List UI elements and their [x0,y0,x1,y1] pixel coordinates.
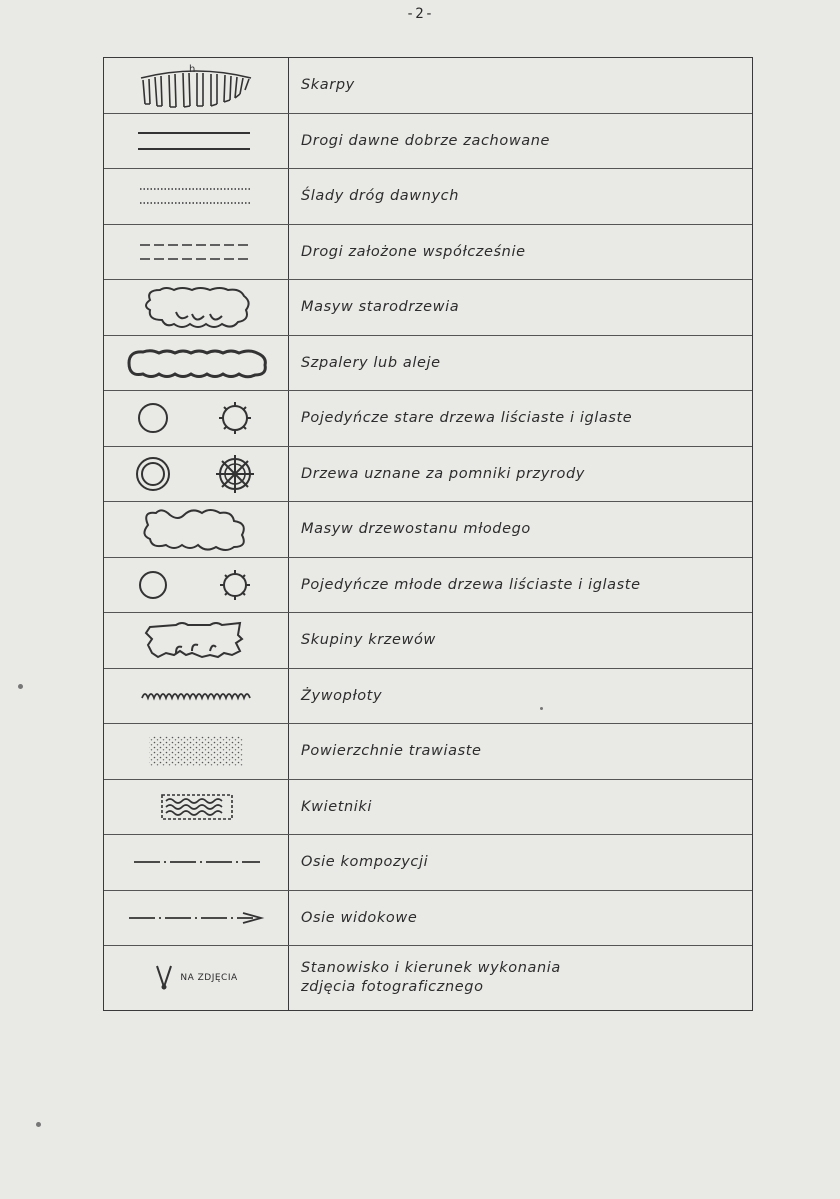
photo-position-icon [154,963,174,993]
legend-symbol [104,502,289,557]
paper-speck [18,684,23,689]
legend-label: Skarpy [301,77,355,94]
legend-label: Żywopłoty [301,687,383,704]
grass-surface-icon [141,731,251,771]
legend-row [104,336,752,392]
legend-symbol [104,169,289,224]
legend-row [104,169,752,225]
monument-trees-icon [121,450,271,498]
legend-row [104,558,752,614]
legend-row [104,946,752,1010]
legend-label: Masyw drzewostanu młodego [301,521,531,538]
legend-symbol [104,891,289,946]
legend-label: Kwietniki [301,798,373,815]
double-line-icon [136,126,256,156]
tree-row-icon [121,345,271,381]
hedge-icon [136,684,256,708]
legend-row [104,780,752,836]
legend-label-line: zdjęcia fotograficznego [301,979,484,995]
flowerbed-icon [146,787,246,827]
legend-label: Drogi założone współcześnie [301,243,526,260]
view-axis-icon [121,908,271,928]
legend-label: Szpalery lub aleje [301,354,441,371]
legend-label-line: Stanowisko i kierunek wykonania [301,960,561,976]
single-young-trees-icon [121,562,271,608]
escarpment-icon [131,60,261,110]
legend-row [104,280,752,336]
legend-symbol [104,391,289,446]
legend-label: Pojedyńcze stare drzewa liściaste i iglaste [301,410,633,427]
legend-row [104,669,752,725]
photo-position-note: NA ZDJĘCIA [180,973,238,983]
legend-symbol [104,225,289,280]
legend-label: Ślady dróg dawnych [301,188,460,205]
legend-table [103,57,753,1011]
legend-row [104,391,752,447]
legend-label: Powierzchnie trawiaste [301,743,482,760]
legend-row [104,502,752,558]
legend-row [104,613,752,669]
legend-row [104,447,752,503]
legend-symbol [104,114,289,169]
dotted-double-line-icon [136,181,256,211]
old-tree-mass-icon [136,284,256,330]
legend-symbol [104,280,289,335]
legend-row [104,724,752,780]
legend-symbol [104,724,289,779]
legend-label: Pojedyńcze młode drzewa liściaste i iglaste [301,576,641,593]
legend-label: Osie widokowe [301,909,418,926]
composition-axis-icon [126,852,266,872]
legend-row [104,58,752,114]
escarpment-height-label: h [189,64,196,76]
legend-row [104,891,752,947]
dashed-double-line-icon [136,237,256,267]
legend-label: Drzewa uznane za pomniki przyrody [301,465,585,482]
young-tree-mass-icon [136,505,256,553]
paper-speck [36,1122,41,1127]
legend-label [289,946,752,1010]
legend-symbol [104,447,289,502]
legend-symbol [104,669,289,724]
legend-row [104,835,752,891]
legend-label: Skupiny krzewów [301,632,436,649]
legend-symbol [104,558,289,613]
legend-symbol [104,613,289,668]
legend-symbol [104,835,289,890]
single-old-trees-icon [121,395,271,441]
shrub-group-icon [136,617,256,663]
legend-symbol [104,58,289,113]
legend-row [104,114,752,170]
legend-label: Masyw starodrzewia [301,299,460,316]
legend-symbol [104,780,289,835]
legend-label: Drogi dawne dobrze zachowane [301,132,551,149]
legend-symbol [104,336,289,391]
legend-row [104,225,752,281]
legend-symbol [104,946,289,1010]
page-number: -2- [405,6,435,22]
legend-label: Osie kompozycji [301,854,429,871]
